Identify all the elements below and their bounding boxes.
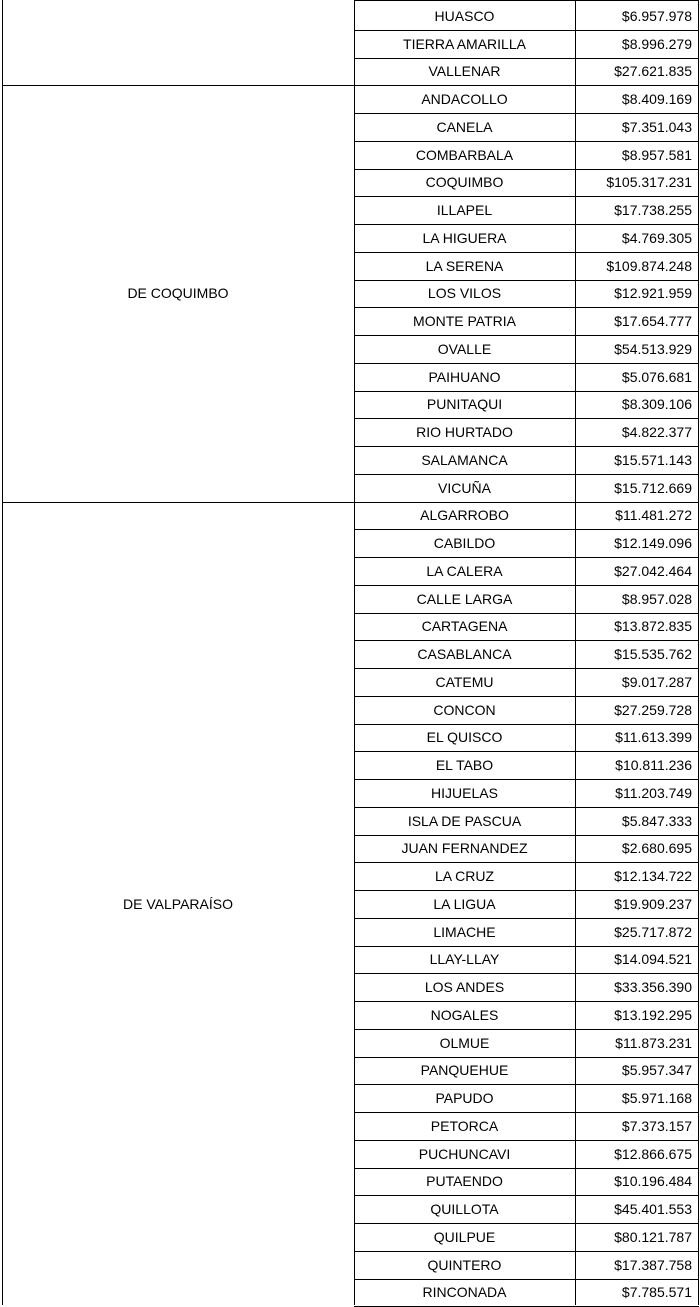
- amount-cell: $9.017.287: [621, 673, 692, 690]
- amount-cell: $5.076.681: [621, 368, 692, 385]
- commune-cell: QUILPUE: [433, 1228, 496, 1245]
- commune-cell: PUNITAQUI: [426, 396, 503, 413]
- commune-cell: CALLE LARGA: [416, 590, 513, 607]
- amount-cell: $15.571.143: [614, 451, 692, 468]
- amount-cell: $27.259.728: [614, 701, 692, 718]
- amount-cell: $5.847.333: [621, 812, 692, 829]
- commune-cell: LA CALERA: [426, 562, 503, 579]
- commune-cell: LIMACHE: [433, 923, 496, 940]
- commune-cell: CARTAGENA: [421, 618, 508, 635]
- commune-cell: VALLENAR: [428, 63, 501, 80]
- commune-cell: OVALLE: [437, 340, 492, 357]
- commune-cell: OLMUE: [439, 1034, 490, 1051]
- amount-cell: $11.481.272: [615, 507, 692, 524]
- amount-cell: $7.785.571: [621, 1284, 692, 1301]
- amount-cell: $8.309.106: [621, 396, 692, 413]
- amount-cell: $2.680.695: [621, 840, 692, 857]
- commune-cell: LA CRUZ: [434, 868, 495, 885]
- amount-cell: $80.121.787: [614, 1228, 692, 1245]
- amount-cell: $17.654.777: [614, 313, 692, 330]
- commune-cell: NOGALES: [430, 1006, 499, 1023]
- amount-cell: $10.811.236: [615, 757, 692, 774]
- commune-cell: LA SERENA: [425, 257, 504, 274]
- commune-cell: ALGARROBO: [420, 507, 509, 524]
- amount-cell: $15.535.762: [614, 646, 692, 663]
- amount-cell: $6.957.978: [621, 7, 692, 24]
- amount-cell: $14.094.521: [614, 951, 692, 968]
- amount-cell: $25.717.872: [614, 923, 692, 940]
- amount-cell: $7.373.157: [621, 1117, 692, 1134]
- commune-cell: PAIHUANO: [428, 368, 501, 385]
- commune-cell: LOS VILOS: [427, 285, 502, 302]
- commune-cell: QUINTERO: [427, 1256, 502, 1273]
- commune-cell: SALAMANCA: [421, 451, 508, 468]
- commune-cell: ANDACOLLO: [421, 91, 508, 108]
- vertical-border-mid: [354, 0, 355, 1305]
- commune-cell: LOS ANDES: [424, 979, 505, 996]
- commune-cell: EL TABO: [435, 757, 494, 774]
- amount-cell: $13.192.295: [614, 1006, 692, 1023]
- commune-cell: CASABLANCA: [417, 646, 512, 663]
- amount-cell: $11.613.399: [615, 729, 692, 746]
- commune-cell: PAPUDO: [435, 1090, 494, 1107]
- amount-cell: $12.866.675: [614, 1145, 692, 1162]
- commune-cell: TIERRA AMARILLA: [403, 35, 526, 52]
- amount-cell: $8.957.581: [621, 146, 692, 163]
- amount-cell: $8.409.169: [621, 91, 692, 108]
- amount-cell: $11.873.231: [615, 1034, 692, 1051]
- amount-cell: $105.317.231: [606, 174, 692, 191]
- commune-cell: PUCHUNCAVI: [418, 1145, 511, 1162]
- commune-cell: HIJUELAS: [431, 784, 498, 801]
- commune-cell: LLAY-LLAY: [429, 951, 500, 968]
- commune-cell: CABILDO: [433, 535, 496, 552]
- amount-cell: $8.996.279: [621, 35, 692, 52]
- amount-cell: $11.203.749: [615, 784, 692, 801]
- region-cell: [2, 2, 354, 85]
- commune-cell: CATEMU: [435, 673, 494, 690]
- vertical-border-right: [698, 0, 699, 1305]
- commune-cell: PETORCA: [430, 1117, 499, 1134]
- amount-cell: $12.134.722: [614, 868, 692, 885]
- top-border: [354, 0, 699, 1]
- amount-cell: $17.387.758: [614, 1256, 692, 1273]
- commune-cell: PUTAENDO: [426, 1173, 503, 1190]
- commune-cell: CONCON: [433, 701, 496, 718]
- region-cell: DE VALPARAÍSO: [123, 895, 233, 912]
- amount-cell: $5.971.168: [621, 1090, 692, 1107]
- commune-cell: RIO HURTADO: [416, 424, 513, 441]
- amount-cell: $27.042.464: [614, 562, 692, 579]
- amount-cell: $7.351.043: [621, 118, 692, 135]
- amount-cell: $15.712.669: [614, 479, 692, 496]
- region-cell: DE COQUIMBO: [127, 285, 229, 302]
- commune-cell: LA LIGUA: [433, 895, 496, 912]
- amount-cell: $17.738.255: [614, 202, 692, 219]
- amount-cell: $19.909.237: [614, 895, 692, 912]
- commune-cell: RINCONADA: [422, 1284, 507, 1301]
- amount-cell: $109.874.248: [606, 257, 692, 274]
- commune-cell: EL QUISCO: [426, 729, 503, 746]
- amount-cell: $4.769.305: [621, 229, 692, 246]
- commune-cell: PANQUEHUE: [420, 1062, 509, 1079]
- commune-cell: LA HIGUERA: [422, 229, 507, 246]
- amount-cell: $10.196.484: [614, 1173, 692, 1190]
- vertical-border-left: [2, 0, 3, 1305]
- vertical-border-amount: [575, 0, 576, 1305]
- commune-cell: COQUIMBO: [425, 174, 504, 191]
- commune-cell: ILLAPEL: [436, 202, 493, 219]
- commune-cell: HUASCO: [434, 7, 495, 24]
- amount-cell: $33.356.390: [614, 979, 692, 996]
- amount-cell: $54.513.929: [614, 340, 692, 357]
- commune-cell: MONTE PATRIA: [413, 313, 516, 330]
- amount-cell: $5.957.347: [621, 1062, 692, 1079]
- commune-cell: VICUÑA: [438, 479, 491, 496]
- amount-cell: $12.149.096: [614, 535, 692, 552]
- commune-cell: COMBARBALA: [415, 146, 514, 163]
- amount-cell: $27.621.835: [614, 63, 692, 80]
- commune-cell: QUILLOTA: [430, 1201, 499, 1218]
- amount-cell: $4.822.377: [621, 424, 692, 441]
- amount-cell: $8.957.028: [621, 590, 692, 607]
- commune-cell: CANELA: [436, 118, 493, 135]
- amount-cell: $12.921.959: [614, 285, 692, 302]
- amount-cell: $13.872.835: [614, 618, 692, 635]
- amount-cell: $45.401.553: [614, 1201, 692, 1218]
- commune-cell: ISLA DE PASCUA: [407, 812, 522, 829]
- commune-cell: JUAN FERNANDEZ: [401, 840, 528, 857]
